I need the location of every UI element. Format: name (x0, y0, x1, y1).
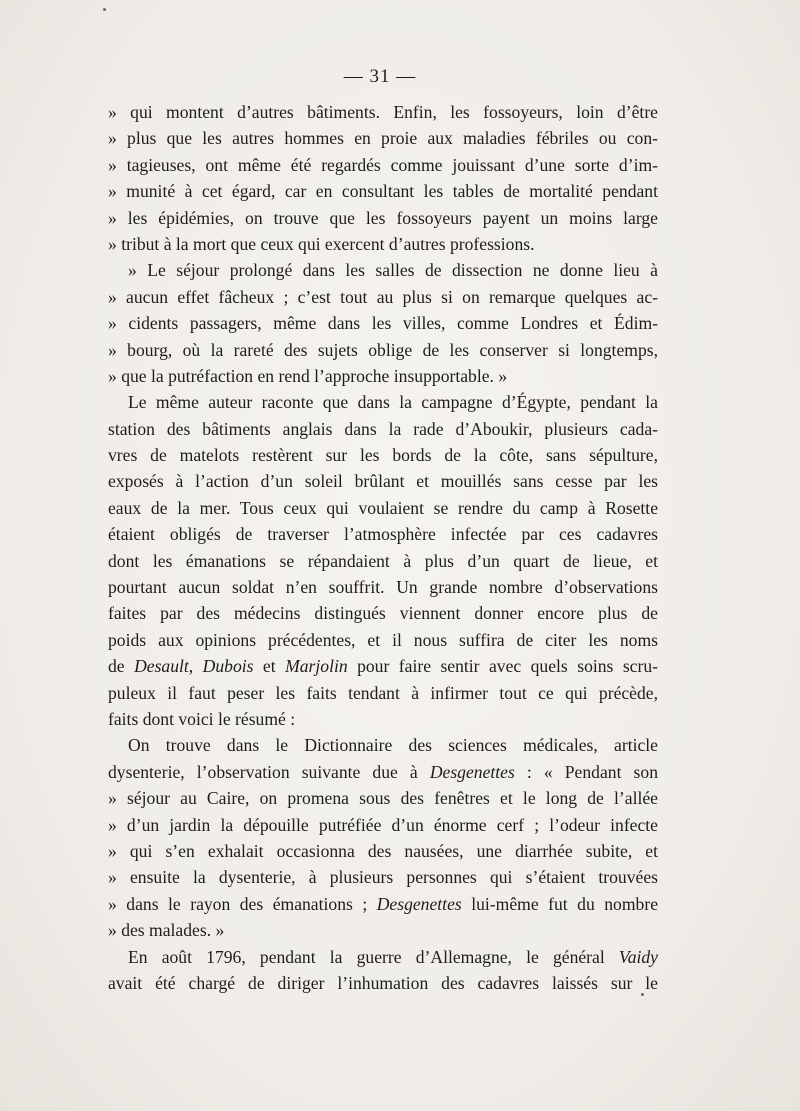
text-line (108, 917, 658, 943)
text-line (108, 548, 658, 574)
italic-name: Vaidy (618, 946, 658, 967)
text-line (108, 574, 658, 600)
text-segment: » tribut à la mort que ceux qui exercent d’autres professions. (108, 233, 535, 254)
text-line (108, 337, 658, 363)
text-segment: » séjour au Caire, on promena sous des fenêtres et le long de l’allée (108, 788, 658, 809)
text-segment: » des malades. » (108, 920, 225, 941)
text-line (108, 152, 658, 178)
page-number: — 31 — (343, 66, 417, 87)
text-line (108, 231, 658, 257)
text-segment: poids aux opinions précédentes, et il nous suffira de citer les noms (108, 629, 658, 650)
text-segment: et (253, 656, 286, 677)
text-line (108, 416, 658, 442)
text-segment: station des bâtiments anglais dans la rade d’Aboukir, plusieurs cada- (108, 418, 658, 439)
text-segment: puleux il faut peser les faits tendant à infirmer tout ce qui précède, (108, 682, 658, 703)
text-line (108, 521, 658, 547)
text-line (108, 653, 658, 679)
text-line (108, 442, 658, 468)
text-line (108, 310, 658, 336)
text-line (108, 468, 658, 494)
text-segment: » Le séjour prolongé dans les salles de dissection ne donne lieu à (128, 260, 658, 281)
text-line (108, 284, 658, 310)
text-line (108, 205, 658, 231)
italic-name: Desgenettes (429, 761, 515, 782)
text-segment: dysenterie, l’observation suivante due à (108, 761, 430, 782)
text-segment: » munité à cet égard, car en consultant les tables de mortalité pendant (108, 181, 658, 202)
text-line (108, 891, 658, 917)
text-line (108, 627, 658, 653)
text-segment: eaux de la mer. Tous ceux qui voulaient se rendre du camp à Rosette (108, 497, 658, 518)
text-line (108, 838, 658, 864)
text-segment: Le même auteur raconte que dans la campagne d’Égypte, pendant la (128, 392, 658, 413)
text-segment: » aucun effet fâcheux ; c’est tout au plus si on remarque quelques ac- (108, 286, 658, 307)
text-line (108, 970, 658, 996)
text-segment: » les épidémies, on trouve que les fossoyeurs payent un moins large (108, 207, 658, 228)
text-segment: » que la putréfaction en rend l’approche insupportable. » (108, 365, 508, 386)
text-segment: » plus que les autres hommes en proie aux maladies fébriles ou con- (108, 128, 658, 149)
body-text (108, 99, 658, 996)
text-segment: En août 1796, pendant la guerre d’Allemagne, le général (128, 946, 619, 967)
text-segment: » dans le rayon des émanations ; (108, 893, 377, 914)
text-line (108, 363, 658, 389)
text-segment: » cidents passagers, même dans les villes, comme Londres et Édim- (108, 313, 658, 334)
text-segment: , (188, 656, 203, 677)
italic-name: Marjolin (285, 656, 348, 677)
text-line (108, 389, 658, 415)
paper-speck (103, 8, 106, 11)
text-segment: vres de matelots restèrent sur les bords de la côte, sans sépulture, (108, 445, 658, 466)
text-segment: pourtant aucun soldat n’en souffrit. Un grande nombre d’observations (108, 577, 658, 598)
text-segment: exposés à l’action d’un soleil brûlant et mouillés sans cesse par les (108, 471, 658, 492)
text-line (108, 600, 658, 626)
text-segment: On trouve dans le Dictionnaire des sciences médicales, article (128, 735, 658, 756)
text-line (108, 759, 658, 785)
text-segment: pour faire sentir avec quels soins scru- (347, 656, 658, 677)
text-line (108, 680, 658, 706)
text-segment: dont les émanations se répandaient à plus d’un quart de lieue, et (108, 550, 658, 571)
text-line (108, 812, 658, 838)
italic-name: Desgenettes (376, 893, 462, 914)
text-segment: faites par des médecins distingués viennent donner encore plus de (108, 603, 658, 624)
text-segment: faits dont voici le résumé : (108, 708, 296, 729)
italic-name: Desault (134, 656, 189, 677)
text-line (108, 706, 658, 732)
paper-speck (641, 993, 644, 996)
text-line (108, 99, 658, 125)
text-segment: » qui montent d’autres bâtiments. Enfin, les fossoyeurs, loin d’être (108, 102, 658, 122)
text-segment: étaient obligés de traverser l’atmosphère infectée par ces cadavres (108, 524, 658, 545)
text-line (108, 495, 658, 521)
text-line (108, 785, 658, 811)
text-line (108, 864, 658, 890)
text-segment: : « Pendant son (514, 761, 658, 782)
text-segment: » bourg, où la rareté des sujets oblige de les conserver si longtemps, (108, 339, 658, 360)
italic-name: Dubois (202, 656, 254, 677)
text-segment: » tagieuses, ont même été regardés comme jouissant d’une sorte d’im- (108, 154, 658, 175)
text-segment: avait été chargé de diriger l’inhumation des cadavres laissés sur le (108, 972, 658, 993)
text-segment: de (108, 656, 135, 677)
text-segment: » qui s’en exhalait occasionna des nausées, une diarrhée subite, et (108, 840, 658, 861)
text-line (108, 732, 658, 758)
text-line (108, 178, 658, 204)
text-line (108, 125, 658, 151)
text-line (108, 257, 658, 283)
text-segment: » ensuite la dysenterie, à plusieurs personnes qui s’étaient trouvées (108, 867, 658, 888)
text-line (108, 944, 658, 970)
text-segment: lui-même fut du nombre (461, 893, 658, 914)
text-segment: » d’un jardin la dépouille putréfiée d’un énorme cerf ; l’odeur infecte (108, 814, 658, 835)
